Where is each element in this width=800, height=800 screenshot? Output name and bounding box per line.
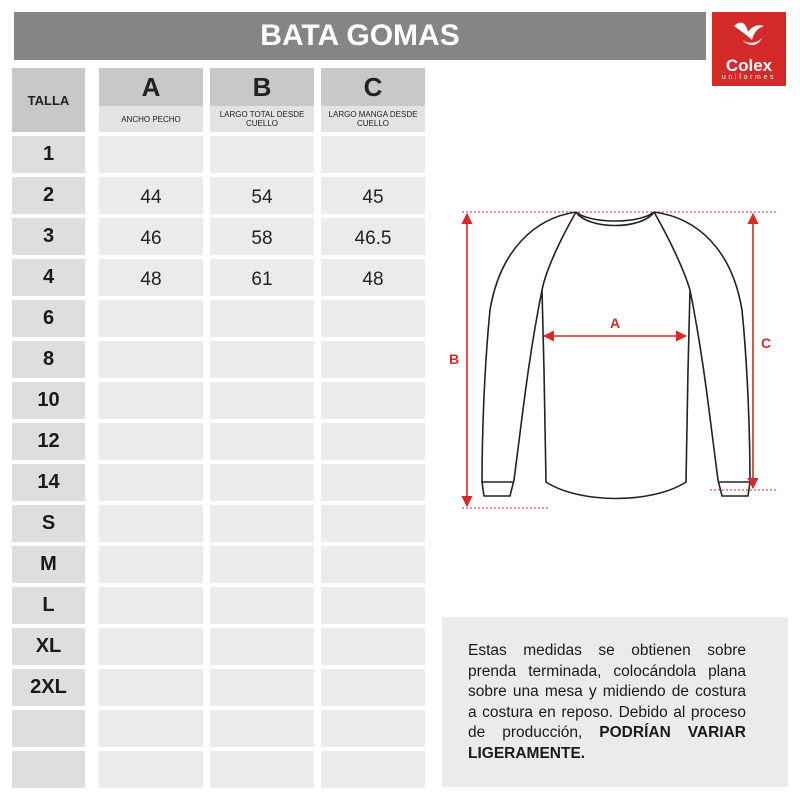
measurement-value bbox=[321, 671, 425, 708]
measurement-value bbox=[99, 466, 203, 503]
measurement-value bbox=[210, 712, 314, 749]
column-letter: B bbox=[210, 68, 314, 106]
size-label: 8 bbox=[12, 341, 85, 378]
column-letter: A bbox=[99, 68, 203, 106]
measurement-value bbox=[321, 712, 425, 749]
brand-tagline: uniformes bbox=[721, 74, 777, 81]
column-description: LARGO TOTAL DESDE CUELLO bbox=[210, 106, 314, 132]
measurement-value bbox=[321, 589, 425, 626]
size-label: 3 bbox=[12, 218, 85, 255]
measurement-value: 46.5 bbox=[354, 227, 392, 249]
measurement-value bbox=[210, 138, 314, 175]
measurement-note bbox=[442, 617, 788, 787]
measurement-value bbox=[321, 753, 425, 790]
measurement-value bbox=[99, 425, 203, 462]
measurement-value bbox=[321, 138, 425, 175]
measurement-value bbox=[210, 425, 314, 462]
measurement-value: 48 bbox=[362, 268, 384, 290]
measurement-value bbox=[321, 548, 425, 585]
measurement-value: 46 bbox=[140, 227, 162, 249]
column-header-a bbox=[99, 68, 203, 132]
measurement-value: 58 bbox=[251, 227, 273, 249]
size-label: 4 bbox=[12, 259, 85, 296]
measurement-value bbox=[321, 384, 425, 421]
size-label: 10 bbox=[12, 382, 85, 419]
measurement-value: 61 bbox=[251, 268, 273, 290]
size-label: S bbox=[12, 505, 85, 542]
measurement-value bbox=[210, 384, 314, 421]
measurement-value bbox=[321, 425, 425, 462]
measurement-value bbox=[99, 302, 203, 339]
measurement-value bbox=[99, 753, 203, 790]
measurement-value: 45 bbox=[362, 186, 384, 208]
measurement-value bbox=[210, 302, 314, 339]
measurement-value bbox=[321, 507, 425, 544]
size-label: 1 bbox=[12, 136, 85, 173]
measurement-value bbox=[99, 343, 203, 380]
measurement-value bbox=[210, 671, 314, 708]
column-letter: C bbox=[321, 68, 425, 106]
measurement-value bbox=[99, 712, 203, 749]
measurement-value bbox=[210, 507, 314, 544]
measurement-value bbox=[321, 466, 425, 503]
dimension-a-label: A bbox=[609, 315, 621, 331]
measurement-value bbox=[210, 466, 314, 503]
measurement-value bbox=[99, 384, 203, 421]
size-label: 12 bbox=[12, 423, 85, 460]
brand-name: Colex bbox=[725, 56, 773, 75]
measurement-value bbox=[210, 753, 314, 790]
size-label bbox=[12, 710, 85, 747]
size-label: M bbox=[12, 546, 85, 583]
bird-logo-icon bbox=[712, 12, 786, 56]
size-label bbox=[12, 751, 85, 788]
size-label: 6 bbox=[12, 300, 85, 337]
note-warning: PODRÍAN VARIAR LIGERAMENTE. bbox=[468, 724, 746, 762]
measurement-value bbox=[99, 630, 203, 667]
talla-header: TALLA bbox=[12, 68, 85, 132]
measurement-value bbox=[99, 671, 203, 708]
measurement-value bbox=[99, 138, 203, 175]
column-description: LARGO MANGA DESDE CUELLO bbox=[321, 106, 425, 132]
size-label: 2 bbox=[12, 177, 85, 214]
measurement-value: 44 bbox=[140, 186, 162, 208]
page-title: BATA GOMAS bbox=[14, 12, 706, 60]
size-label: L bbox=[12, 587, 85, 624]
dimension-c-label: C bbox=[760, 335, 772, 351]
measurement-value bbox=[321, 302, 425, 339]
measurement-value bbox=[210, 548, 314, 585]
brand-logo bbox=[712, 12, 786, 86]
measurement-value bbox=[210, 630, 314, 667]
column-description: ANCHO PECHO bbox=[99, 106, 203, 132]
measurement-value bbox=[99, 589, 203, 626]
measurement-value bbox=[321, 343, 425, 380]
measurement-value bbox=[210, 343, 314, 380]
measurement-value bbox=[210, 589, 314, 626]
measurement-value bbox=[321, 630, 425, 667]
long-sleeve-shirt-icon bbox=[440, 200, 790, 520]
measurement-value bbox=[99, 507, 203, 544]
size-label: 2XL bbox=[12, 669, 85, 706]
dimension-b-label: B bbox=[448, 351, 460, 367]
size-label: XL bbox=[12, 628, 85, 665]
column-header-c bbox=[321, 68, 425, 132]
measurement-value: 48 bbox=[140, 268, 162, 290]
measurement-value bbox=[99, 548, 203, 585]
size-label: 14 bbox=[12, 464, 85, 501]
measurement-value: 54 bbox=[251, 186, 273, 208]
note-text: Estas medidas se obtienen sobre prenda terminada, colocándola plana sobre una mesa y midiendo de costura a costura en reposo. Debido al proceso de producción, bbox=[468, 642, 746, 741]
column-header-b bbox=[210, 68, 314, 132]
